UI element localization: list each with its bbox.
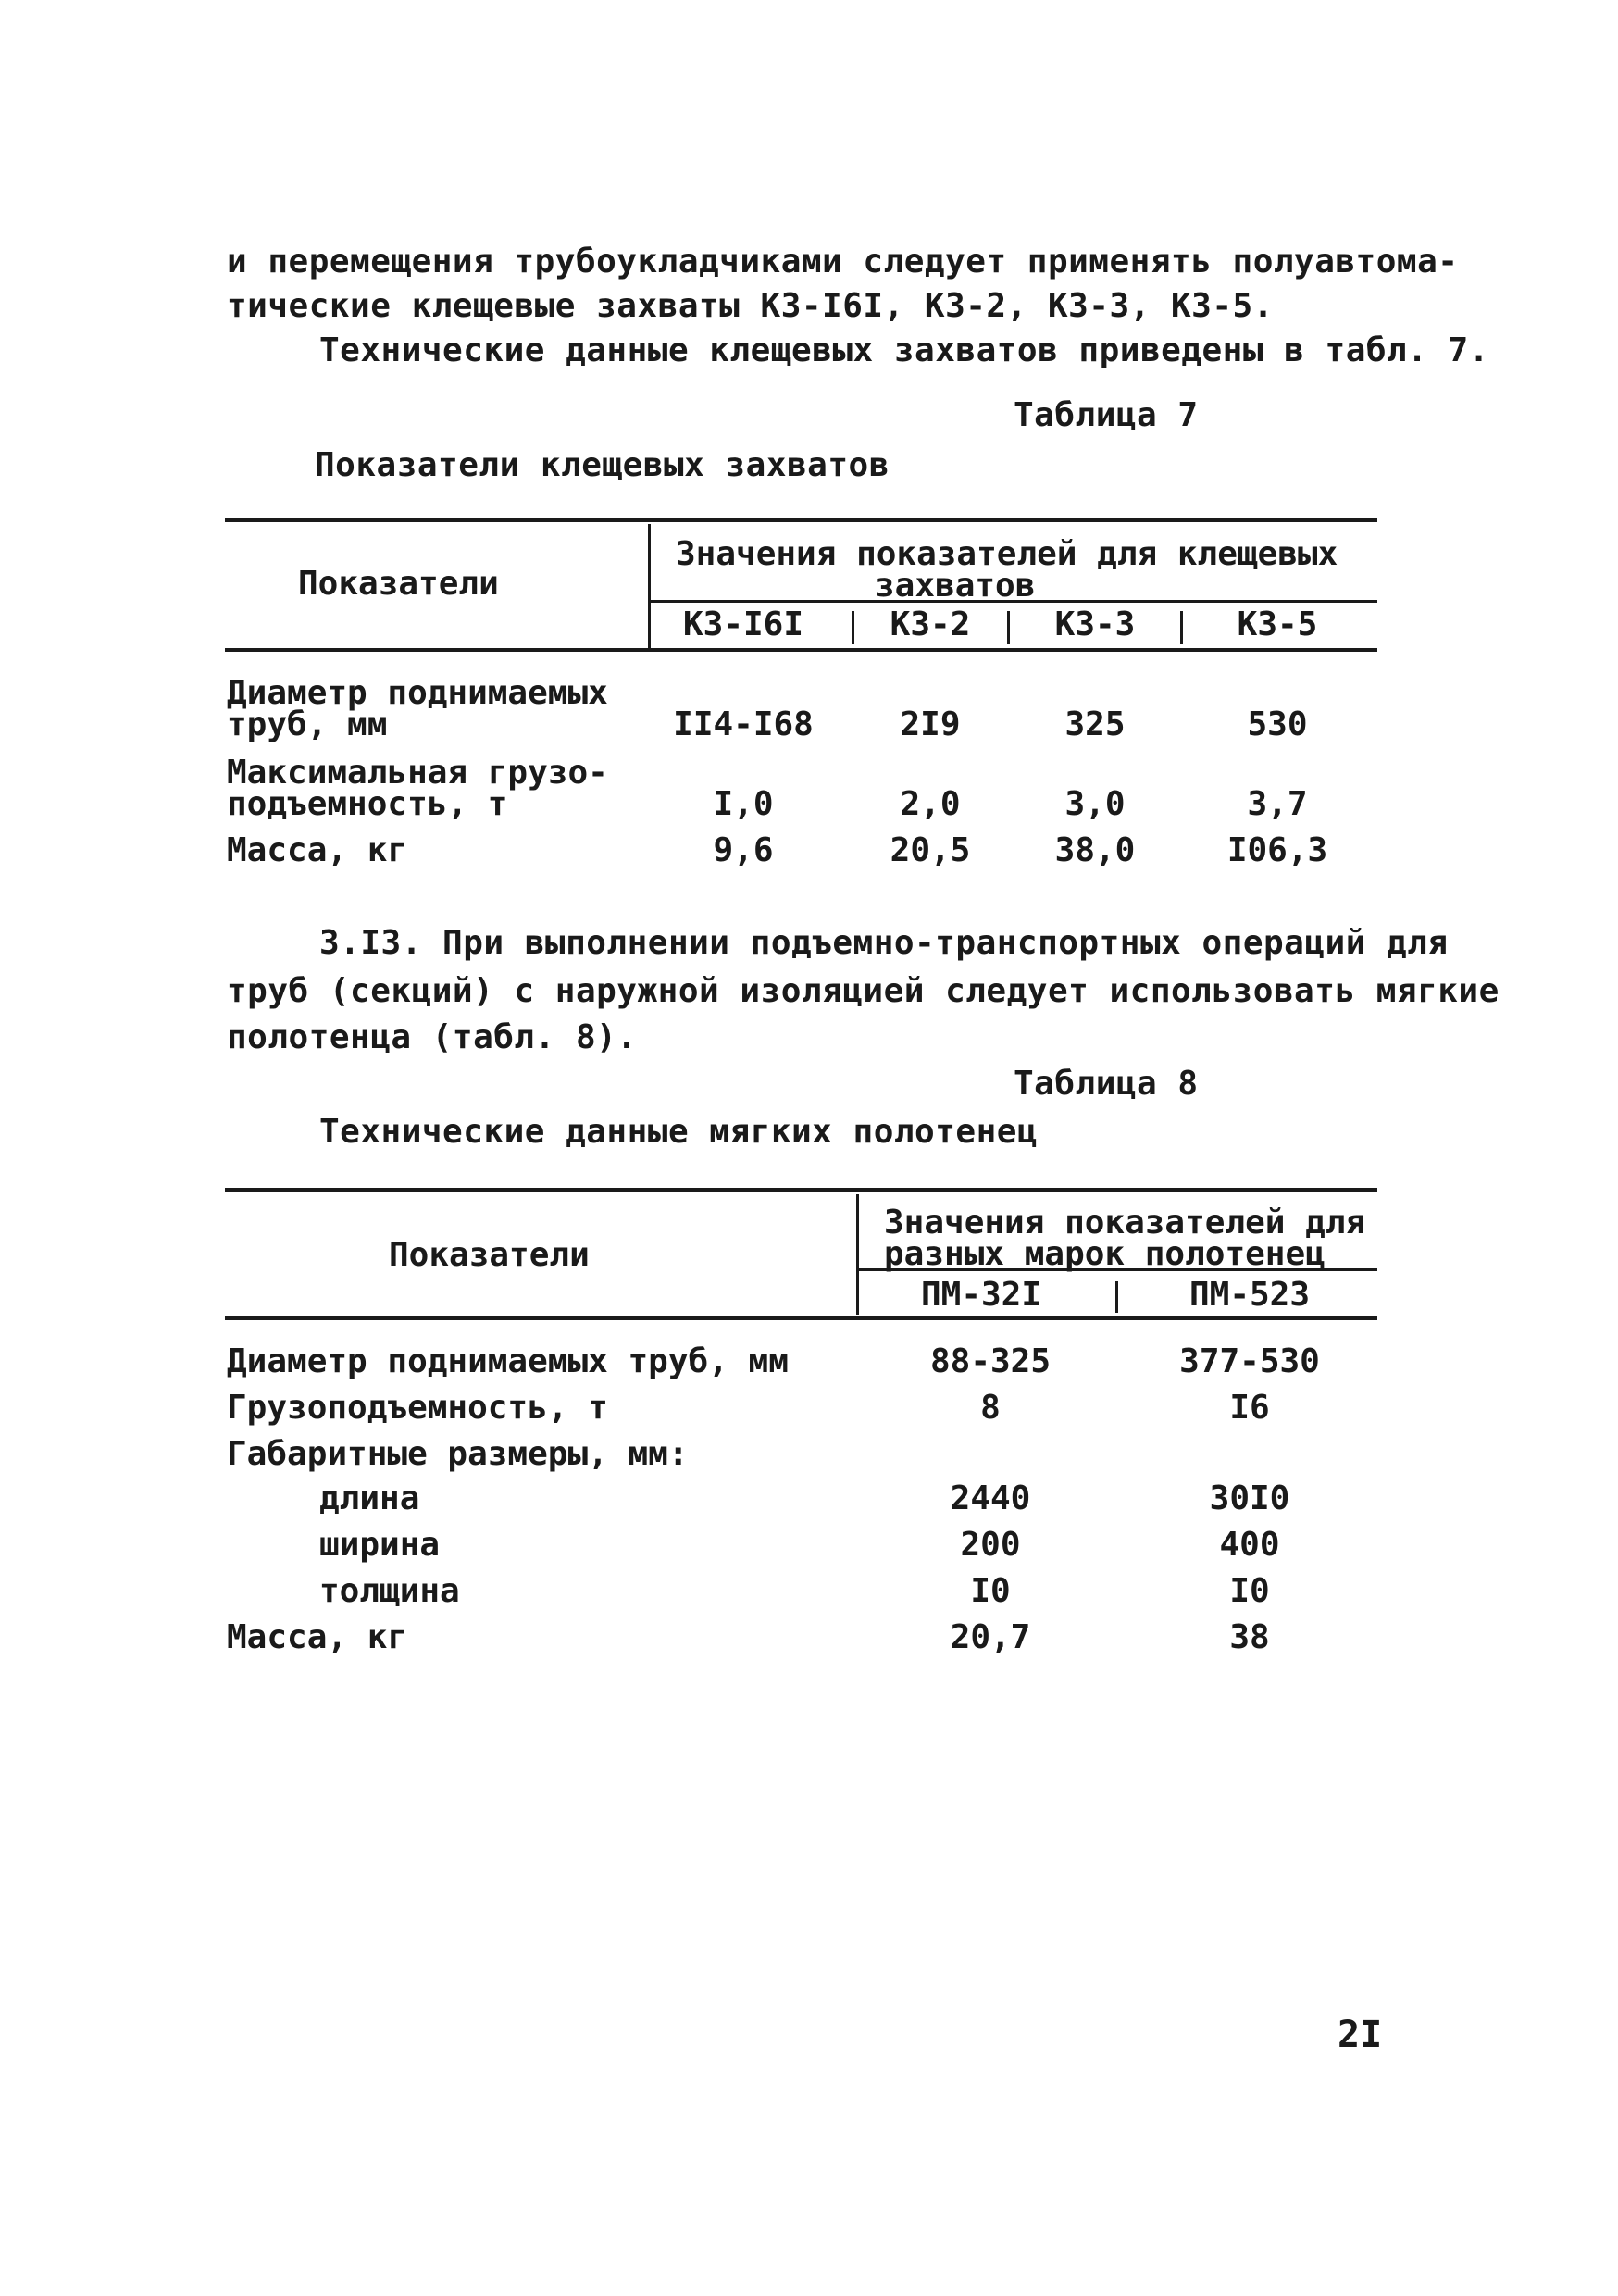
table8-header-divider — [856, 1194, 859, 1315]
table8-header-bottom-rule — [225, 1316, 1377, 1320]
table8-row-4-label: длина — [319, 1479, 420, 1517]
table8-row-5-val-2: 400 — [1219, 1526, 1280, 1564]
table8-group-rule — [859, 1268, 1377, 1271]
table8-label: Таблица 8 — [1014, 1065, 1199, 1103]
table8-title: Технические данные мягких полотенец — [319, 1113, 1039, 1151]
table7-row-2-label-1: Максимальная грузо- — [227, 754, 608, 792]
table7-row-2-val-2: 2,0 — [900, 785, 961, 823]
table7-row-1-val-2: 2I9 — [900, 705, 961, 743]
table7-col-head-1: КЗ-I6I — [682, 605, 804, 643]
intro-line-2: тические клещевые захваты КЗ-I6I, КЗ-2, КЗ-3, КЗ-5. — [227, 287, 1274, 325]
table7-row-2-val-3: 3,0 — [1064, 785, 1126, 823]
table8-row-1-label: Диаметр поднимаемых труб, мм — [227, 1342, 789, 1380]
table8-row-4-val-2: 30I0 — [1209, 1479, 1290, 1517]
table8-row-7-label: Масса, кг — [227, 1618, 408, 1656]
table8-row-1-val-2: 377-530 — [1179, 1342, 1320, 1380]
table7-row-3-val-1: 9,6 — [713, 831, 774, 869]
table7-header-bottom-rule — [225, 648, 1377, 652]
table7-row-1-val-3: 325 — [1064, 705, 1126, 743]
table7-header-group-2: захватов — [875, 567, 1036, 605]
table8-row-7-val-2: 38 — [1229, 1618, 1270, 1656]
intro-line-1: и перемещения трубоукладчиками следует применять полуавтома- — [227, 243, 1459, 281]
para-313-line-1: 3.I3. При выполнении подъемно-транспортных операций для — [319, 924, 1449, 962]
table7-col-divider-3 — [1180, 611, 1183, 644]
table7-row-2-label-2: подъемность, т — [227, 785, 508, 823]
table8-row-2-val-1: 8 — [980, 1389, 1001, 1427]
table8-top-rule — [225, 1188, 1377, 1192]
table7-col-head-4: КЗ-5 — [1237, 605, 1318, 643]
table8-col-divider — [1115, 1281, 1118, 1313]
para-313-line-2: труб (секций) с наружной изоляцией следует использовать мягкие — [227, 972, 1500, 1010]
table8-row-3-label: Габаритные размеры, мм: — [227, 1435, 689, 1473]
table8-col-head-1: ПМ-32I — [920, 1276, 1042, 1314]
table8-header-param: Показатели — [389, 1236, 590, 1274]
table7-row-1-val-1: II4-I68 — [673, 705, 814, 743]
table8-row-1-val-1: 88-325 — [929, 1342, 1052, 1380]
page-number: 2I — [1338, 2014, 1383, 2056]
table8-row-6-val-1: I0 — [970, 1572, 1011, 1610]
table7-top-rule — [225, 518, 1377, 522]
table7-row-1-label-2: труб, мм — [227, 705, 388, 743]
table8-header-group-1: Значения показателей для — [884, 1204, 1366, 1242]
table7-col-head-3: КЗ-3 — [1054, 605, 1136, 643]
table7-title: Показатели клещевых захватов — [315, 446, 890, 484]
table7-row-2-val-1: I,0 — [713, 785, 774, 823]
table7-col-head-2: КЗ-2 — [890, 605, 971, 643]
table7-row-1-label-1: Диаметр поднимаемых — [227, 674, 608, 712]
intro-line-3: Технические данные клещевых захватов приведены в табл. 7. — [319, 331, 1489, 369]
table8-header-group-2: разных марок полотенец — [884, 1235, 1326, 1273]
table7-col-divider-2 — [1007, 611, 1010, 644]
table7-row-2-val-4: 3,7 — [1247, 785, 1308, 823]
table7-label: Таблица 7 — [1014, 396, 1199, 434]
table8-row-5-label: ширина — [319, 1526, 441, 1564]
table7-row-3-val-2: 20,5 — [890, 831, 971, 869]
para-313-line-3: полотенца (табл. 8). — [227, 1018, 638, 1056]
table7-row-3-val-4: I06,3 — [1226, 831, 1328, 869]
table8-row-2-label: Грузоподъемность, т — [227, 1389, 608, 1427]
table7-header-param: Показатели — [298, 565, 499, 603]
table7-group-rule — [651, 600, 1377, 603]
table8-row-5-val-1: 200 — [960, 1526, 1021, 1564]
table8-row-4-val-1: 2440 — [950, 1479, 1031, 1517]
table8-row-7-val-1: 20,7 — [950, 1618, 1031, 1656]
table7-header-group-1: Значения показателей для клещевых — [676, 535, 1338, 573]
table7-row-1-val-4: 530 — [1247, 705, 1308, 743]
table8-col-head-2: ПМ-523 — [1189, 1276, 1311, 1314]
table7-row-3-label: Масса, кг — [227, 831, 408, 869]
table8-row-6-label: толщина — [319, 1572, 460, 1610]
table8-row-2-val-2: I6 — [1229, 1389, 1270, 1427]
table7-row-3-val-3: 38,0 — [1054, 831, 1136, 869]
table7-col-divider-1 — [852, 611, 854, 644]
table8-row-6-val-2: I0 — [1229, 1572, 1270, 1610]
